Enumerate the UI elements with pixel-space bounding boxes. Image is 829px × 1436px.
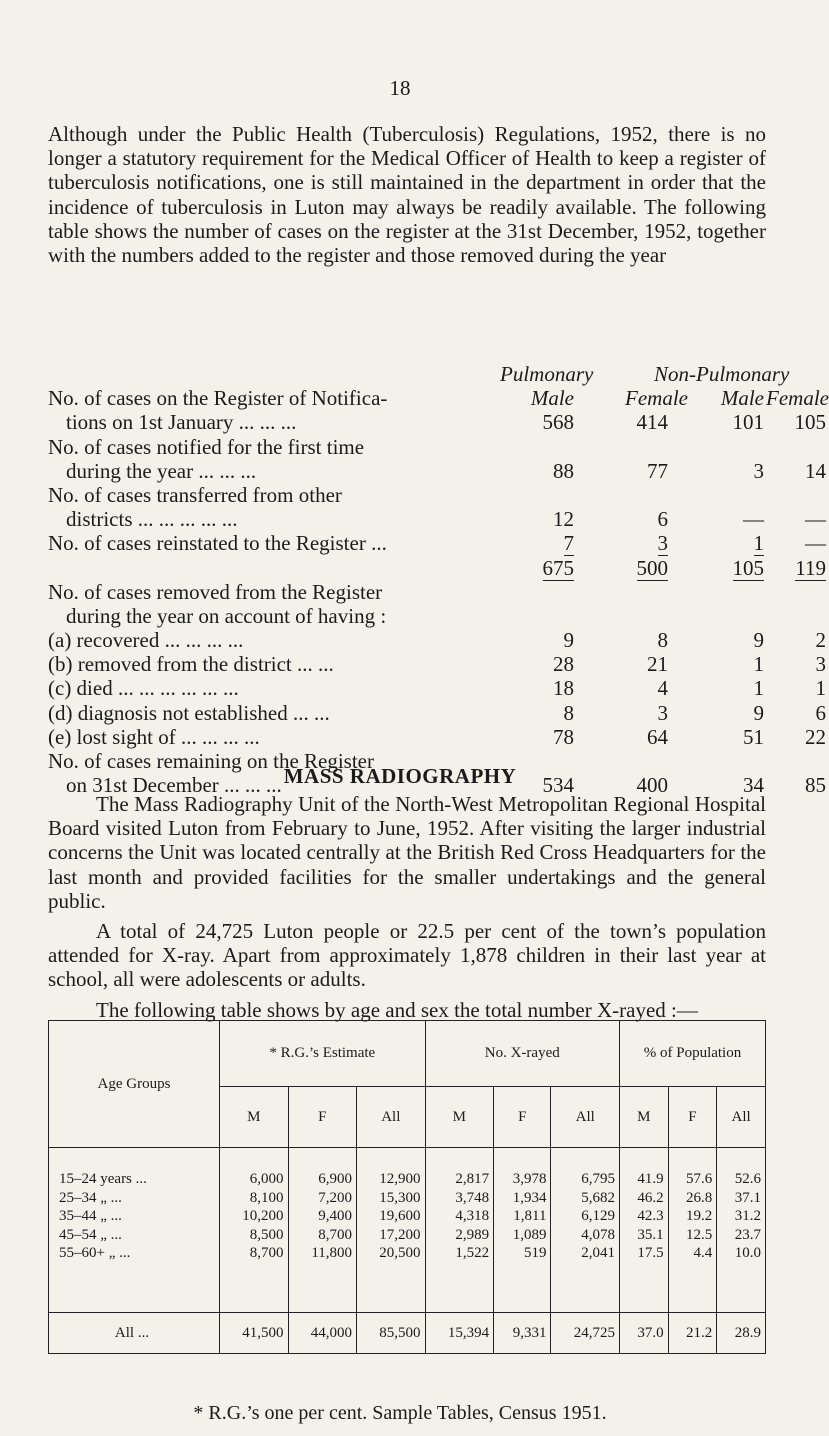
removed-row-label: (a) recovered ... ... ... ... bbox=[48, 628, 244, 653]
xray-table bbox=[48, 1020, 766, 1354]
notif-row bbox=[48, 410, 826, 435]
removed-heading-line: during the year on account of having : bbox=[66, 603, 387, 628]
value: 3 bbox=[657, 531, 668, 556]
remaining-label: on 31st December ... ... ... bbox=[66, 773, 282, 798]
value: 6 bbox=[657, 507, 668, 532]
notif-row-label: No. of cases on the Register of Notifica- bbox=[48, 386, 388, 411]
remaining-label: No. of cases remaining on the Register bbox=[48, 749, 374, 773]
sub-header: F bbox=[494, 1087, 551, 1148]
value: 85 bbox=[805, 773, 826, 798]
paragraph: The following table shows by age and sex the total number X-rayed :— bbox=[96, 997, 698, 1022]
notif-group-header bbox=[48, 362, 790, 386]
notif-row bbox=[48, 483, 766, 507]
sub-header: All bbox=[551, 1087, 620, 1148]
paragraph: The Mass Radiography Unit of the North-West Metropolitan Regional Hospital Board visited Luton from February to June, 1952. After visiting the larger industrial concerns the Unit was located centrally at the British Red Cross Headquarters for the last month and provided facilities for the smaller undertakings and the general public. bbox=[48, 792, 766, 913]
notif-row-label: tions on 1st January ... ... ... bbox=[66, 410, 297, 435]
removed-row bbox=[48, 676, 826, 701]
value: 3 bbox=[657, 700, 668, 725]
header-female: Female bbox=[766, 386, 829, 411]
total: 119 bbox=[795, 555, 826, 580]
rg-male-cell: 6,000 8,100 10,200 8,500 8,700 bbox=[220, 1148, 289, 1313]
mass-radiography-text bbox=[48, 792, 766, 1022]
pct-all-cell: 52.6 37.1 31.2 23.7 10.0 bbox=[717, 1148, 766, 1313]
value: 9 bbox=[753, 628, 764, 653]
total: 500 bbox=[636, 555, 668, 580]
removed-row bbox=[48, 724, 826, 749]
value: 1 bbox=[753, 531, 764, 556]
sub-header: All bbox=[717, 1087, 766, 1148]
header-male: Male bbox=[530, 386, 574, 411]
notif-row-label: No. of cases notified for the first time bbox=[48, 434, 365, 459]
value: 21 bbox=[647, 652, 668, 677]
rg-female-cell: 6,900 7,200 9,400 8,700 11,800 bbox=[288, 1148, 357, 1313]
value: 8 bbox=[563, 700, 574, 725]
removed-heading-line: No. of cases removed from the Register bbox=[48, 579, 383, 604]
notif-totals-row bbox=[48, 555, 826, 580]
sub-header: M bbox=[220, 1087, 289, 1148]
value: 414 bbox=[636, 410, 668, 435]
notif-row-label: during the year ... ... ... bbox=[66, 458, 257, 483]
value: 88 bbox=[553, 458, 574, 483]
value: 9 bbox=[563, 628, 574, 653]
notif-row bbox=[48, 458, 826, 483]
paragraph: A total of 24,725 Luton people or 22.5 per cent of the town’s population attended for X-ray. Apart from approximately 1,878 children in their last year at school, all were adolescents or adults. bbox=[48, 919, 766, 992]
value: 77 bbox=[647, 458, 668, 483]
notif-row-label: No. of cases transferred from other bbox=[48, 482, 342, 507]
value: 6 bbox=[815, 700, 826, 725]
notification-table bbox=[48, 362, 829, 798]
pct-male-cell: 41.9 46.2 42.3 35.1 17.5 bbox=[619, 1148, 668, 1313]
notif-row bbox=[48, 435, 766, 459]
value: 64 bbox=[647, 724, 668, 749]
header-male: Male bbox=[720, 386, 764, 411]
xrayed-female-cell: 3,978 1,934 1,811 1,089 519 bbox=[494, 1148, 551, 1313]
value: 568 bbox=[542, 410, 574, 435]
value: 12 bbox=[553, 507, 574, 532]
page-number: 18 bbox=[389, 76, 411, 100]
rg-estimate-header: * R.G.’s Estimate bbox=[220, 1021, 426, 1087]
value: — bbox=[805, 531, 826, 556]
value: 28 bbox=[553, 652, 574, 677]
xray-all-row bbox=[49, 1313, 766, 1354]
all-value: 44,000 bbox=[288, 1313, 357, 1354]
all-value: 9,331 bbox=[494, 1313, 551, 1354]
value: 14 bbox=[805, 458, 826, 483]
xrayed-header: No. X-rayed bbox=[425, 1021, 619, 1087]
removed-row-label: (b) removed from the district ... ... bbox=[48, 652, 334, 677]
value: 400 bbox=[636, 773, 668, 798]
pct-female-cell: 57.6 26.8 19.2 12.5 4.4 bbox=[668, 1148, 717, 1313]
header-non-pulmonary: Non-Pulmonary bbox=[654, 362, 790, 386]
all-value: 37.0 bbox=[619, 1313, 668, 1354]
sub-header: M bbox=[425, 1087, 494, 1148]
xrayed-all-cell: 6,795 5,682 6,129 4,078 2,041 bbox=[551, 1148, 620, 1313]
removed-row bbox=[48, 700, 826, 725]
sub-header: F bbox=[668, 1087, 717, 1148]
value: 51 bbox=[743, 724, 764, 749]
value: 4 bbox=[657, 676, 668, 701]
xray-data-row bbox=[49, 1148, 766, 1313]
value: 8 bbox=[657, 628, 668, 653]
rg-all-cell: 12,900 15,300 19,600 17,200 20,500 bbox=[357, 1148, 426, 1313]
removed-row bbox=[48, 628, 826, 653]
value: — bbox=[743, 507, 764, 532]
value: 1 bbox=[753, 676, 764, 701]
notif-row-label: districts ... ... ... ... ... bbox=[66, 507, 238, 532]
all-value: 28.9 bbox=[717, 1313, 766, 1354]
removed-heading bbox=[48, 580, 766, 604]
value: 7 bbox=[563, 531, 574, 556]
removed-row-label: (e) lost sight of ... ... ... ... bbox=[48, 724, 260, 749]
age-groups-cell: 15–24 years ... 25–34 „ ... 35–44 „ ... 45–54 „ ... 55–60+ „ ... bbox=[49, 1148, 220, 1313]
all-value: 15,394 bbox=[425, 1313, 494, 1354]
notif-row-label: No. of cases reinstated to the Register ... bbox=[48, 531, 387, 556]
all-value: 85,500 bbox=[357, 1313, 426, 1354]
intro-paragraph: Although under the Public Health (Tuberculosis) Regulations, 1952, there is no longer a statutory requirement for the Medical Officer of Health to keep a register of tuberculosis notifications, one is still maintained in the department in order that the incidence of tuberculosis in Luton may always be readily available. The following table shows the number of cases on the register at the 31st December, 1952, together with the numbers added to the register and those removed during the year bbox=[48, 122, 766, 268]
notif-row bbox=[48, 507, 826, 532]
value: 3 bbox=[815, 652, 826, 677]
sub-header: All bbox=[357, 1087, 426, 1148]
value: 22 bbox=[805, 724, 826, 749]
value: 34 bbox=[743, 773, 764, 798]
value: 9 bbox=[753, 700, 764, 725]
notif-sub-header bbox=[48, 386, 829, 411]
all-value: 41,500 bbox=[220, 1313, 289, 1354]
all-value: 24,725 bbox=[551, 1313, 620, 1354]
percent-population-header: % of Population bbox=[619, 1021, 765, 1087]
value: 105 bbox=[794, 410, 826, 435]
xray-group-header-row bbox=[49, 1021, 766, 1087]
all-value: 21.2 bbox=[668, 1313, 717, 1354]
value: 1 bbox=[815, 676, 826, 701]
footnote: * R.G.’s one per cent. Sample Tables, Census 1951. bbox=[193, 1402, 607, 1424]
all-label: All ... bbox=[49, 1313, 220, 1354]
sub-header: F bbox=[288, 1087, 357, 1148]
value: 534 bbox=[542, 773, 574, 798]
value: 18 bbox=[553, 676, 574, 701]
value: 101 bbox=[732, 410, 764, 435]
value: 1 bbox=[753, 652, 764, 677]
removed-row-label: (d) diagnosis not established ... ... bbox=[48, 700, 330, 725]
xrayed-male-cell: 2,817 3,748 4,318 2,989 1,522 bbox=[425, 1148, 494, 1313]
sub-header: M bbox=[619, 1087, 668, 1148]
value: 2 bbox=[815, 628, 826, 653]
notif-row bbox=[48, 531, 826, 556]
header-pulmonary: Pulmonary bbox=[500, 362, 594, 386]
age-groups-header: Age Groups bbox=[49, 1021, 220, 1148]
header-female: Female bbox=[625, 386, 688, 411]
section-heading: MASS RADIOGRAPHY bbox=[283, 764, 517, 788]
total: 105 bbox=[732, 555, 764, 580]
removed-row-label: (c) died ... ... ... ... ... ... bbox=[48, 676, 239, 701]
value: 78 bbox=[553, 724, 574, 749]
value: — bbox=[805, 507, 826, 532]
removed-row bbox=[48, 652, 826, 677]
removed-heading bbox=[48, 604, 766, 628]
value: 3 bbox=[753, 458, 764, 483]
total: 675 bbox=[542, 555, 574, 580]
